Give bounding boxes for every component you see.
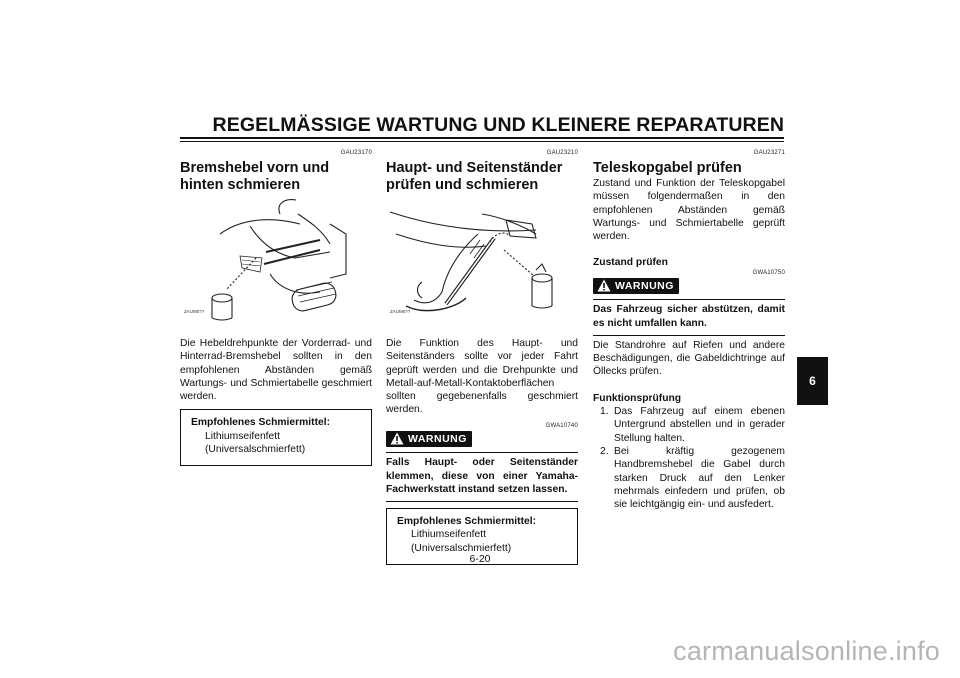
brake-lever-drawing	[180, 194, 372, 322]
column-brake-levers	[180, 150, 372, 466]
warning-badge-row	[593, 278, 785, 298]
lubricant-box	[180, 409, 372, 466]
warning-rule-bottom	[593, 335, 785, 336]
body-text: Zustand und Funktion der Teleskopgabel müssen folgendermaßen in den empfohlenen Abständen gemäß Wartungs- und Schmiertabelle geprüft werden.	[593, 178, 785, 243]
warning-triangle-icon	[597, 279, 611, 292]
warning-triangle-icon	[390, 432, 404, 445]
brake-lever-illustration	[180, 194, 372, 322]
watermark: carmanualsonline.info	[673, 636, 940, 666]
step-text: Das Fahrzeug auf einem ebenen Untergrund abstellen und in gerader Stellung halten.	[614, 406, 785, 444]
warning-badge-row	[386, 431, 578, 451]
lubricant-box-value: Lithiumseifenfett (Universalschmierfett)	[411, 529, 512, 554]
body-text-2: Die Standrohre auf Riefen und andere Beschädigungen, die Gabeldichtringe auf Öllecks prüfen.	[593, 339, 785, 378]
header-rule-thin	[180, 141, 784, 142]
stand-illustration	[386, 194, 578, 322]
subheading-function: Funktionsprüfung	[593, 392, 682, 404]
warning-text: Falls Haupt- oder Seitenständer klemmen, diese von einer Yamaha-Fachwerkstatt instand setzen lassen.	[386, 457, 578, 495]
warning-rule-bottom	[386, 501, 578, 502]
section-heading: Teleskopgabel prüfen	[593, 160, 742, 176]
page-number: 6-20	[469, 553, 491, 565]
subheading-condition: Zustand prüfen	[593, 257, 668, 269]
step-number: 1.	[600, 406, 609, 418]
section-heading: Bremshebel vorn und hinten schmieren	[180, 160, 330, 193]
column-stands	[386, 150, 578, 565]
figure-code: ZAUM0??	[184, 309, 205, 314]
warning-text: Das Fahrzeug sicher abstützen, damit es nicht umfallen kann.	[593, 304, 785, 329]
step-text: Bei kräftig gezogenem Handbremshebel die Gabel durch starken Druck auf den Lenker mehrmals einfedern und prüfen, ob sie leichtgängig ein- und ausfedert.	[614, 445, 785, 511]
list-item	[593, 405, 785, 445]
warning-badge	[593, 278, 679, 294]
section-code: GAU23210	[546, 150, 578, 156]
stand-drawing	[386, 194, 578, 322]
warning-code: GWA10750	[752, 269, 785, 276]
lubricant-box-value: Lithiumseifenfett (Universalschmierfett)	[205, 430, 306, 456]
figure-code: ZAUM0??	[390, 309, 411, 314]
warning-rule	[593, 299, 785, 300]
section-heading: Haupt- und Seitenständer prüfen und schmieren	[386, 160, 563, 193]
column-fork	[593, 150, 785, 511]
body-text: Die Funktion des Haupt- und Seitenständers sollte vor jeder Fahrt geprüft werden und die Drehpunkte und Metall-auf-Metall-Kontaktoberflächen sollten gegebenenfalls geschmiert werden.	[386, 338, 578, 416]
warning-label: WARNUNG	[408, 432, 467, 445]
function-steps	[593, 405, 785, 511]
chapter-tab: 6	[797, 357, 828, 405]
warning-badge	[386, 431, 472, 447]
section-code: GAU23271	[753, 150, 785, 156]
lubricant-box-title: Empfohlenes Schmiermittel:	[397, 516, 537, 528]
warning-label: WARNUNG	[615, 279, 674, 292]
lubricant-box-title: Empfohlenes Schmiermittel:	[191, 417, 331, 429]
page-header-title: REGELMÄSSIGE WARTUNG UND KLEINERE REPARATUREN	[212, 114, 784, 136]
step-number: 2.	[600, 445, 609, 457]
body-text: Die Hebeldrehpunkte der Vorderrad- und Hinterrad-Bremshebel sollten in den empfohlenen Abständen gemäß Wartungs- und Schmiertabelle geschmiert werden.	[180, 338, 372, 403]
section-code: GAU23170	[340, 150, 372, 156]
list-item	[593, 445, 785, 511]
header-rule	[180, 137, 784, 139]
warning-code: GWA10740	[545, 422, 578, 429]
warning-rule	[386, 452, 578, 453]
